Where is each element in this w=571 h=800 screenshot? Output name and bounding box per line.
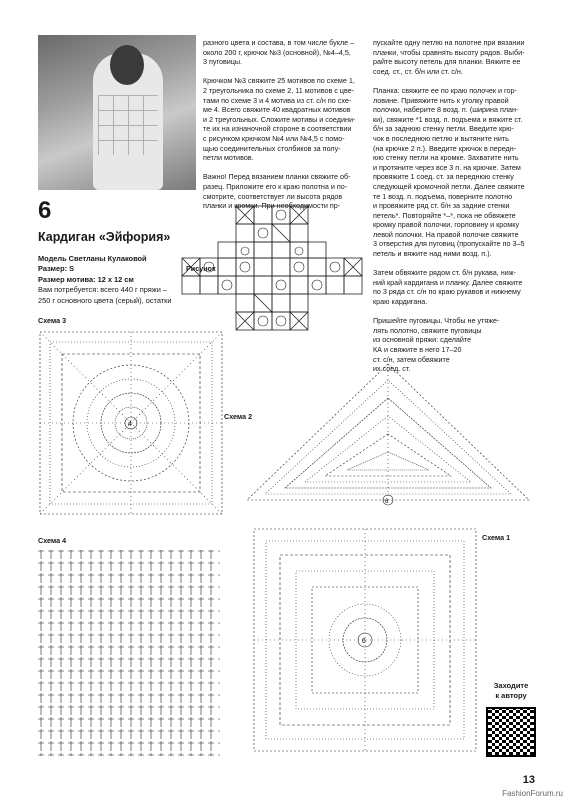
scheme-1-center: 6 — [362, 638, 366, 645]
scheme-1-label: Схема 1 — [482, 533, 511, 542]
materials-line: Вам потребуется: всего 440 г пряжи – 250 г основного цвета (серый), остатки — [38, 285, 172, 305]
size-line: Размер: S — [38, 264, 75, 274]
scheme-3-label: Схема 3 — [38, 316, 67, 325]
scheme-2-diagram — [243, 360, 533, 510]
page-number: 13 — [522, 774, 535, 786]
drawing-label: Рисунок — [186, 264, 216, 273]
scheme-2-center: 6 — [385, 499, 389, 505]
scheme-3-diagram — [36, 328, 226, 518]
article-number: 6 — [38, 197, 52, 224]
instructions-column-2: разного цвета и состава, в том числе букле – около 200 г, крючок №3 (основной), №4–4,5, 3 пуговицы. Крючком №3 свяжите 25 мотивов по схеме 1, 2 треугольника по схеме 2, 11 мотивов с цве- тами по схеме 3 и 4 мотива из ст. с/н по схе- ме 4. Всего свяжите 40 квадратных мотивов и 2 треугольных. Сложите мотивы и соедини- те их на изнаночной стороне в соответствии с рисунком крючком №4 или №4,5 с помо- щью соединительных столбиков за полу- петли мотивов. Важно! Перед вязанием планки свяжите об- разец. Приложите его к краю полотна и по- смотрите, соответствует ли высота рядов планки и кромки. При необходимости пр- — [203, 38, 356, 211]
instructions-column-3: пускайте одну петлю на полотне при вязании планки, чтобы сравнять высоту рядов. Выби- райте высоту петель для планки. Вяжите ее соед. ст., ст. б/н или ст. с/н. Планка: свяжите ее по краю полочек и гор- ловине. Привяжите нить к уголку правой полочки, наберите 8 возд. п. (ширина план- ки), свяжите *1 возд. п. подъема и вяжите ст. б/н за заднюю стенку петли. Введите крю- чок в последнюю петлю и вытяните нить (на крючке 2 п.). Введите крючок в передн- юю стенку петли на кромке. Захватите нить и протяните через все 3 п. на крючке. Затем провяжите 1 соед. ст. за переднюю стенку следующей кромочной петли. Далее свяжите те 1 возд. п. подъема, поверните полотно и провяжите ряд ст. б/н за задние стенки петель*. Повторяйте *–*, пока не обвяжете кромку правой полочки, горловину и кромку левой полочки. На правой полочке свяжите 3 отверстия для пуговиц (пропускайте по 3–5 петель и вяжите над ними возд. п.). Затем обвяжите рядом ст. б/н рукава, ниж- ний край кардигана и планку. Далее свяжите по 3 ряда ст. с/н по краю рукавов и нижнему краю кардигана. Пришейте пуговицы. Чтобы не утяже- лять полотно, свяжите пуговицы из основной пряжи: сделайте КА и свяжите в него 17–20 ст. с/н, затем обвяжите их соед. ст. — [373, 38, 525, 374]
article-title: Кардиган «Эйфория» — [38, 230, 171, 244]
scheme-4-label: Схема 4 — [38, 536, 67, 545]
model-head — [110, 45, 144, 85]
scheme-3-center: 4 — [128, 421, 132, 428]
visit-author-text: Заходите к автору — [493, 681, 529, 700]
scheme-2-label: Схема 2 — [224, 412, 253, 421]
site-watermark: FashionForum.ru — [502, 789, 563, 798]
cardigan-motif-pattern — [98, 95, 158, 155]
scheme-1-diagram — [250, 525, 480, 755]
cardigan-photo — [38, 35, 196, 190]
qr-code-icon[interactable] — [486, 707, 536, 757]
article-meta — [38, 254, 198, 306]
assembly-drawing — [180, 200, 365, 345]
motif-size-line: Размер мотива: 12 х 12 см — [38, 274, 134, 284]
model-author: Модель Светланы Кулаковой — [38, 254, 147, 263]
scheme-4-diagram — [36, 548, 222, 758]
